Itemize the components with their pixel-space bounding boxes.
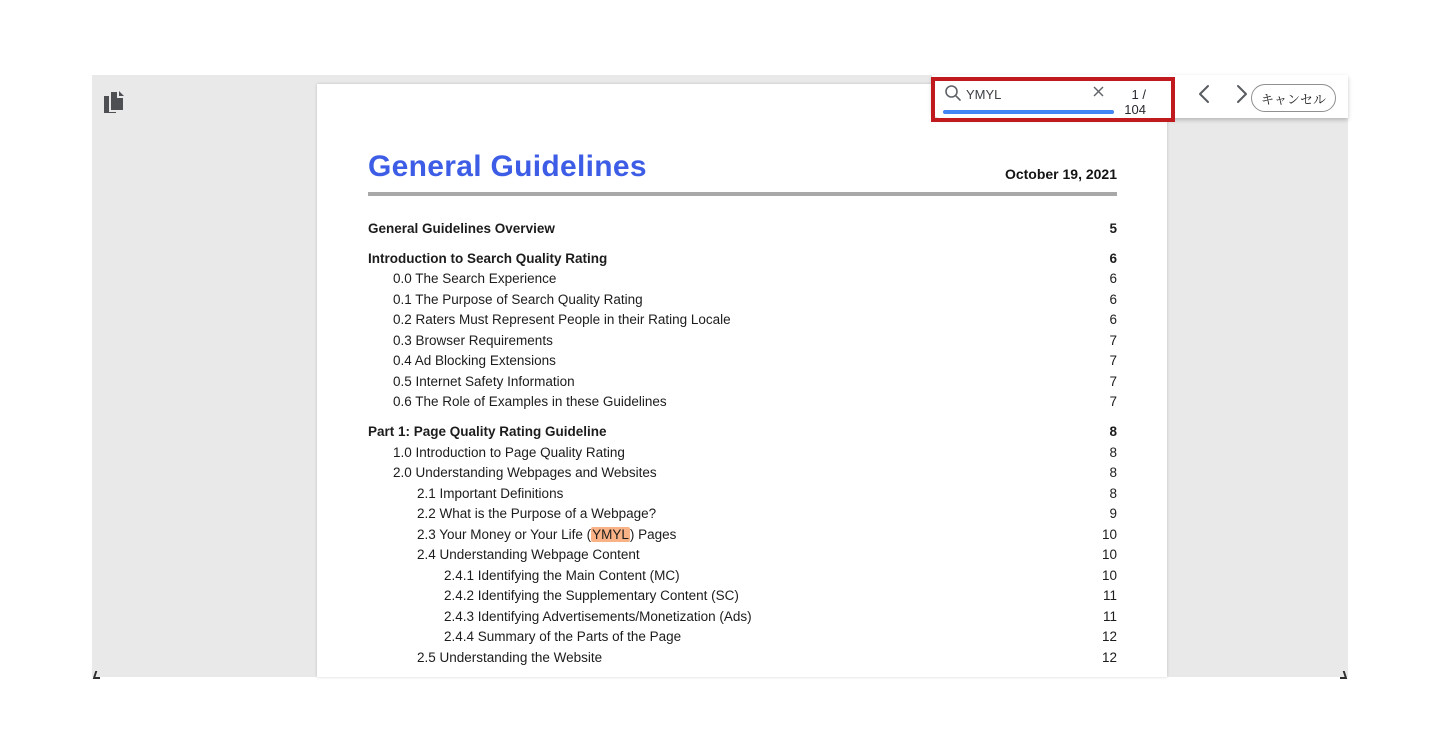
toc-entry-label: 0.4 Ad Blocking Extensions <box>393 353 556 369</box>
toc-entry-label: 2.4.3 Identifying Advertisements/Monetization (Ads) <box>444 608 752 624</box>
toc-row[interactable] <box>368 351 1117 372</box>
toc-row[interactable] <box>368 248 1117 269</box>
toc-row[interactable] <box>368 371 1117 392</box>
toc-entry-label: 2.5 Understanding the Website <box>417 649 603 665</box>
toc-entry-label: 0.2 Raters Must Represent People in their Rating Locale <box>393 312 731 328</box>
toc-entry-label: 0.6 The Role of Examples in these Guidelines <box>393 394 667 410</box>
toc-entry-page-number: 11 <box>1102 608 1117 624</box>
document-title: General Guidelines <box>368 150 647 183</box>
toc-row[interactable] <box>368 586 1117 607</box>
document-date: October 19, 2021 <box>1004 166 1117 182</box>
search-input[interactable]: YMYL <box>966 87 1002 102</box>
toc-entry-page-number: 6 <box>1109 250 1117 266</box>
toc-entry-page-number: 7 <box>1109 353 1117 369</box>
toc-entry-label: 2.2 What is the Purpose of a Webpage? <box>417 506 657 522</box>
toc-entry-page-number: 7 <box>1109 394 1117 410</box>
search-field-underline <box>943 110 1114 114</box>
toc-row[interactable] <box>368 504 1117 525</box>
toc-entry-page-number: 8 <box>1109 485 1117 501</box>
toc-entry-label: 2.3 Your Money or Your Life (YMYL) Pages <box>417 526 677 542</box>
toc-row[interactable] <box>368 606 1117 627</box>
toc-row[interactable] <box>368 392 1117 413</box>
toc-entry-page-number: 8 <box>1109 444 1117 460</box>
toc-entry-page-number: 6 <box>1109 271 1117 287</box>
toc-row[interactable] <box>368 330 1117 351</box>
toc-entry-page-number: 10 <box>1101 547 1117 563</box>
toc-row[interactable] <box>368 269 1117 290</box>
chevron-right-icon <box>1235 84 1249 109</box>
find-bar <box>932 75 1348 118</box>
toc-entry-label: 0.5 Internet Safety Information <box>393 373 575 389</box>
toc-entry-page-number: 10 <box>1101 567 1117 583</box>
toc-entry-label: 1.0 Introduction to Page Quality Rating <box>393 444 625 460</box>
resize-corner-mark-left <box>94 677 100 679</box>
toc-entry-page-number: 10 <box>1101 526 1117 542</box>
toc-row[interactable] <box>368 218 1117 239</box>
toc-entry-label: Part 1: Page Quality Rating Guideline <box>368 424 607 440</box>
toc-entry-label: 2.0 Understanding Webpages and Websites <box>393 465 657 481</box>
toc-entry-page-number: 9 <box>1109 506 1117 522</box>
toc-entry-page-number: 6 <box>1109 291 1117 307</box>
toc-entry-page-number: 6 <box>1109 312 1117 328</box>
pdf-page[interactable] <box>317 84 1167 677</box>
clear-search-button[interactable] <box>1090 85 1106 101</box>
previous-match-button[interactable] <box>1192 82 1216 110</box>
toc-entry-page-number: 12 <box>1101 629 1117 645</box>
close-icon <box>1093 84 1104 102</box>
toc-row[interactable] <box>368 463 1117 484</box>
toc-entry-label: 2.4.4 Summary of the Parts of the Page <box>444 629 682 645</box>
toc-list <box>368 218 1117 668</box>
toc-row[interactable] <box>368 545 1117 566</box>
toc-entry-label: 0.0 The Search Experience <box>393 271 557 287</box>
toc-entry-page-number: 12 <box>1101 649 1117 665</box>
pages-icon <box>102 103 126 120</box>
toc-entry-page-number: 8 <box>1109 465 1117 481</box>
title-divider <box>368 192 1117 196</box>
match-count: 1 / 104 <box>1124 87 1146 117</box>
toc-row[interactable] <box>368 289 1117 310</box>
toc-entry-page-number: 5 <box>1109 220 1117 236</box>
toc-row[interactable] <box>368 647 1117 668</box>
toc-row[interactable] <box>368 483 1117 504</box>
toc-row[interactable] <box>368 422 1117 443</box>
toc-row[interactable] <box>368 565 1117 586</box>
chevron-left-icon <box>1197 84 1211 109</box>
search-icon <box>944 84 962 107</box>
toc-entry-label: Introduction to Search Quality Rating <box>368 250 608 266</box>
toc-entry-label: 0.3 Browser Requirements <box>393 332 553 348</box>
resize-corner-mark-right <box>1340 677 1346 679</box>
toc-row[interactable] <box>368 310 1117 331</box>
toc-entry-page-number: 11 <box>1102 588 1117 604</box>
toc-entry-page-number: 8 <box>1109 424 1117 440</box>
toc-entry-label: 2.4.2 Identifying the Supplementary Content (SC) <box>444 588 739 604</box>
thumbnails-toggle-button[interactable] <box>102 90 128 118</box>
toc-row[interactable] <box>368 627 1117 648</box>
toc-row[interactable] <box>368 442 1117 463</box>
toc-entry-page-number: 7 <box>1109 332 1117 348</box>
toc-entry-label: 2.4 Understanding Webpage Content <box>417 547 640 563</box>
toc-row[interactable] <box>368 524 1117 545</box>
find-match-highlight: YMYL <box>592 526 629 542</box>
cancel-button[interactable]: キャンセル <box>1251 84 1336 112</box>
toc-entry-label: 2.1 Important Definitions <box>417 485 564 501</box>
toc-entry-label: 2.4.1 Identifying the Main Content (MC) <box>444 567 680 583</box>
toc-entry-label: 0.1 The Purpose of Search Quality Rating <box>393 291 643 307</box>
toc-entry-label: General Guidelines Overview <box>368 220 555 236</box>
toc-entry-page-number: 7 <box>1109 373 1117 389</box>
